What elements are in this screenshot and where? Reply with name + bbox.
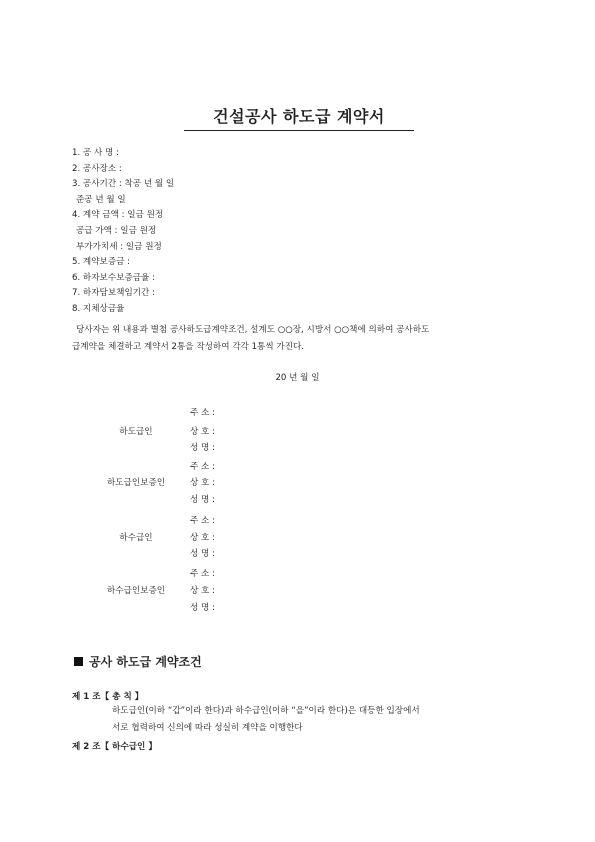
company-label: 상 호 :	[190, 478, 215, 488]
name-label: 성 명 :	[190, 603, 215, 613]
address-label: 주 소 :	[190, 408, 215, 418]
term-supply-value: 공급 가액 : 일금 원정	[76, 225, 157, 236]
paragraph-line-1: 당사자는 위 내용과 별첨 공사하도급계약조건, 설계도 ○○장, 시방서 ○○책에 의하여 공사하도	[76, 325, 430, 335]
name-label: 성 명 :	[190, 549, 215, 559]
company-label: 상 호 :	[190, 533, 215, 543]
section-title: 공사 하도급 계약조건	[89, 655, 202, 669]
term-period: 3. 공사기간 : 착공 년 월 일	[72, 179, 175, 190]
party-role: 하수급인	[119, 533, 153, 543]
contract-date: 20 년 월 일	[275, 373, 320, 383]
party-role: 하도급인보증인	[106, 478, 166, 488]
name-label: 성 명 :	[190, 495, 215, 505]
term-deposit: 5. 계약보증금 :	[72, 257, 131, 268]
name-label: 성 명 :	[190, 443, 215, 453]
agreement-paragraph	[72, 322, 532, 356]
article-2-heading: 제 2 조【 하수급인 】	[72, 742, 157, 752]
address-label: 주 소 :	[190, 516, 215, 526]
address-label: 주 소 :	[190, 569, 215, 579]
address-label: 주 소 :	[190, 462, 215, 472]
term-warranty-period: 7. 하자담보책임기간 :	[72, 288, 155, 299]
company-label: 상 호 :	[190, 586, 215, 596]
paragraph-line-2: 급계약을 체결하고 계약서 2통을 작성하여 각각 1통씩 가진다.	[72, 342, 305, 352]
section-heading	[74, 653, 202, 670]
party-role: 하도급인	[119, 427, 153, 437]
article-1-line-2: 서로 협력하여 신의에 따라 성실히 계약을 이행한다	[112, 723, 303, 733]
contract-terms-list	[72, 146, 174, 318]
term-vat: 부가가치세 : 일금 원정	[76, 241, 162, 252]
article-1-body	[112, 703, 420, 737]
article-1-line-1: 하도급인(이하 “갑”이라 한다)과 하수급인(이하 “을”이라 한다)은 대등한 입장에서	[112, 706, 420, 716]
article-1-heading: 제 1 조【 총 칙 】	[72, 692, 144, 702]
term-project-name: 1. 공 사 명 :	[72, 148, 119, 158]
term-delay-rate: 8. 지체상금율	[72, 303, 125, 314]
company-label: 상 호 :	[190, 427, 215, 437]
term-amount: 4. 계약 금액 : 일금 원정	[72, 210, 164, 221]
term-warranty-rate: 6. 하자보수보증금율 :	[72, 272, 155, 283]
term-completion: 준공 년 월 일	[76, 194, 126, 205]
party-role: 하수급인보증인	[106, 586, 166, 596]
contract-title: 건설공사 하도급 계약서	[184, 104, 414, 131]
square-bullet-icon	[74, 657, 83, 666]
term-site: 2. 공사장소 :	[72, 163, 122, 174]
